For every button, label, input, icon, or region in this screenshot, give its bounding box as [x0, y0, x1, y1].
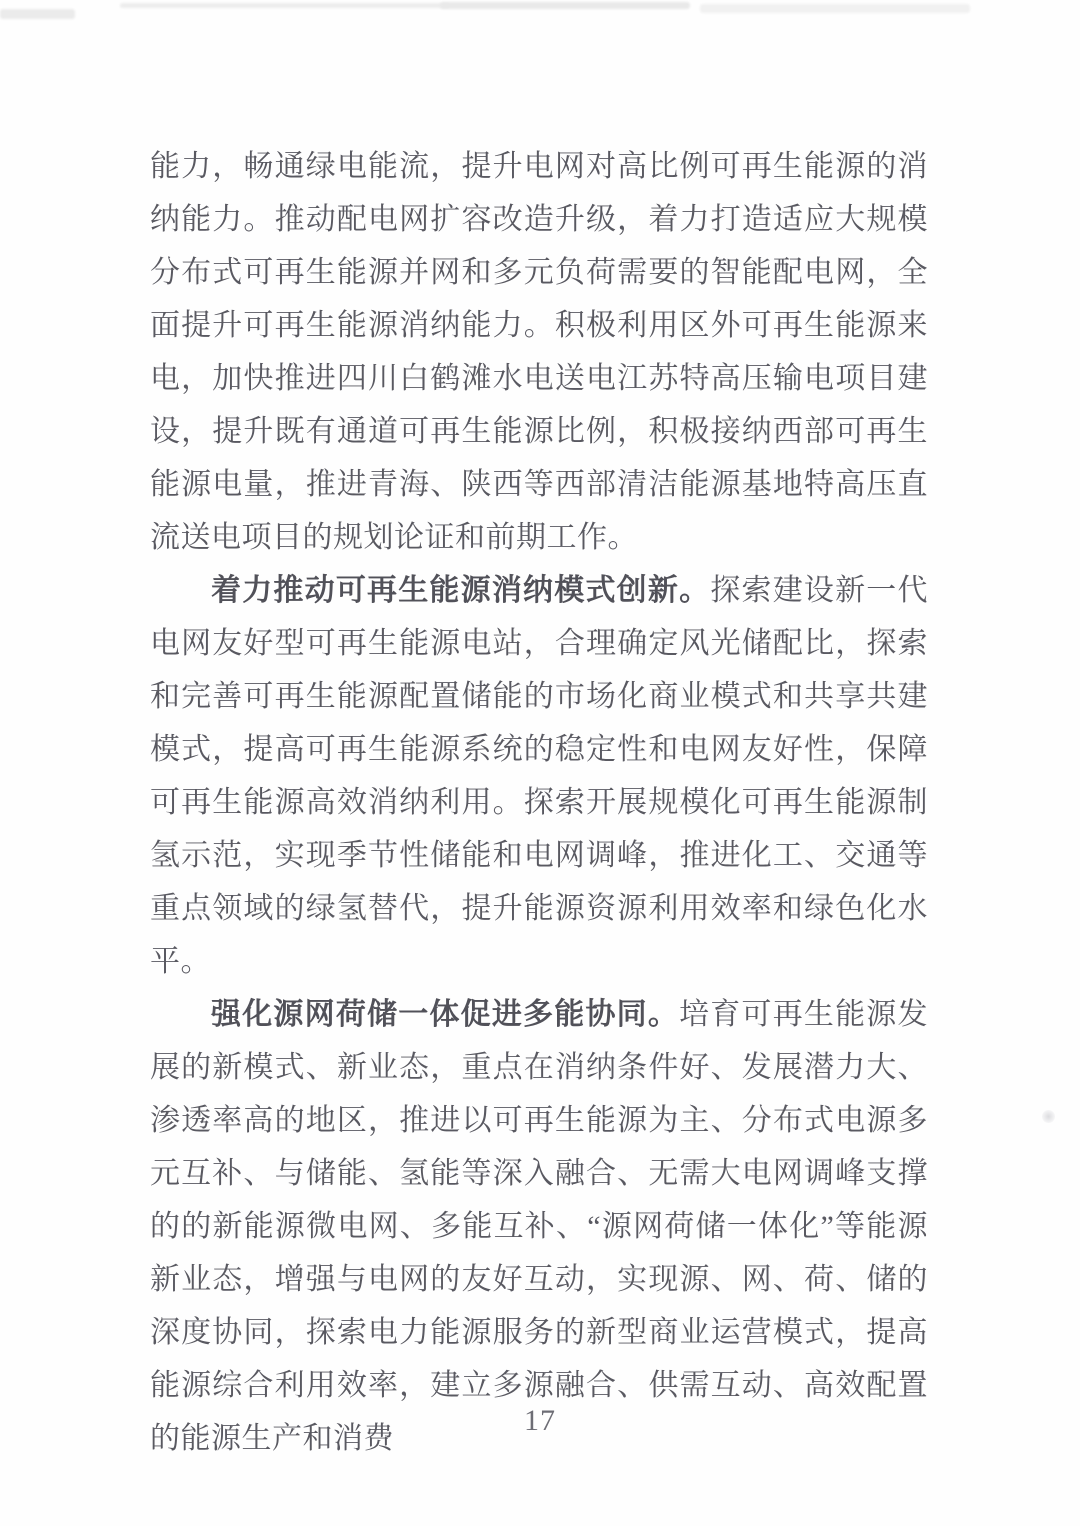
scan-streak	[440, 2, 690, 9]
scan-streak	[0, 9, 75, 19]
paragraph-bold-lead: 强化源网荷储一体促进多能协同。	[211, 998, 680, 1031]
paragraph-text: 探索建设新一代电网友好型可再生能源电站，合理确定风光储配比，探索和完善可再生能源配置储能的市场化商业模式和共享共建模式，提高可再生能源系统的稳定性和电网友好性，保障可再生能源高效消纳利用。探索开展规模化可再生能源制氢示范，实现季节性储能和电网调峰，推进化工、交通等重点领域的绿氢替代，提升能源资源利用效率和绿色化水平。	[150, 574, 929, 978]
scan-streak	[700, 4, 970, 13]
scan-streak	[120, 3, 450, 8]
scan-dot-artifact	[1042, 1110, 1055, 1123]
paragraph-continuation	[150, 140, 928, 564]
paragraph-text: 培育可再生能源发展的新模式、新业态，重点在消纳条件好、发展潜力大、渗透率高的地区，推进以可再生能源为主、分布式电源多元互补、与储能、氢能等深入融合、无需大电网调峰支撑的的新能源微电网、多能互补、“源网荷储一体化”等能源新业态，增强与电网的友好互动，实现源、网、荷、储的深度协同，探索电力能源服务的新型商业运营模式，提高能源综合利用效率，建立多源融合、供需互动、高效配置的能源生产和消费	[150, 998, 929, 1455]
page-number: 17	[524, 1404, 556, 1437]
scan-artifact-top	[0, 0, 1080, 20]
paragraph-text: 能力，畅通绿电能流，提升电网对高比例可再生能源的消纳能力。推动配电网扩容改造升级，着力打造适应大规模分布式可再生能源并网和多元负荷需要的智能配电网，全面提升可再生能源消纳能力。积极利用区外可再生能源来电，加快推进四川白鹤滩水电送电江苏特高压输电项目建设，提升既有通道可再生能源比例，积极接纳西部可再生能源电量，推进青海、陕西等西部清洁能源基地特高压直流送电项目的规划论证和前期工作。	[150, 150, 928, 554]
paragraph-source-grid-load-storage	[150, 988, 928, 1465]
paragraph-bold-lead: 着力推动可再生能源消纳模式创新。	[211, 574, 711, 607]
paragraph-consumption-model-innovation	[150, 564, 928, 988]
page-content	[150, 140, 928, 1465]
